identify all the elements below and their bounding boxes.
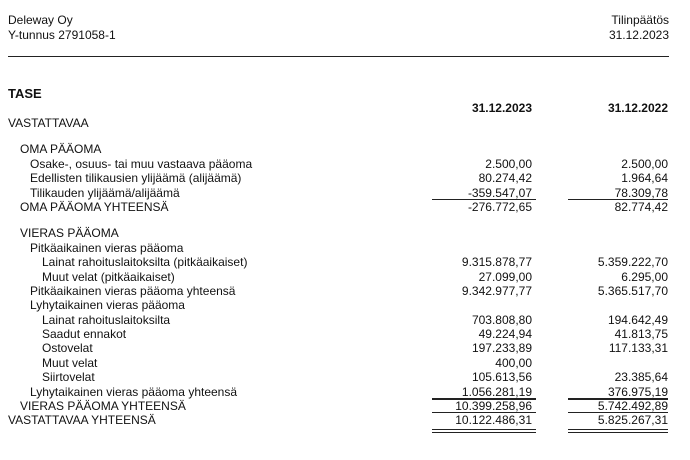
row-label: Muut velat (pitkäaikaiset): [42, 269, 175, 284]
value-2023: 27.099,00: [478, 269, 532, 284]
value-2023: 197.233,89: [471, 341, 532, 356]
table-row: [0, 341, 690, 355]
value-2023: 49.224,94: [478, 327, 532, 342]
table-row: [0, 313, 690, 327]
row-label: Ostovelat: [42, 341, 93, 356]
row-label: VIERAS PÄÄOMA: [20, 226, 119, 241]
value-2022: 78.309,78: [614, 185, 668, 200]
table-row: [0, 255, 690, 269]
document-info: [609, 13, 669, 43]
total-top-line: [568, 399, 668, 400]
value-2023: 80.274,42: [478, 171, 532, 186]
table-row: [0, 226, 690, 240]
table-row: [0, 284, 690, 298]
total-top-line: [432, 399, 536, 400]
table-row: [0, 385, 690, 399]
value-2022: 5.825.267,31: [597, 413, 668, 428]
row-label: Lainat rahoituslaitoksilta: [42, 312, 171, 327]
row-label: Lainat rahoituslaitoksilta (pitkäaikaiset): [42, 255, 248, 270]
double-underline: [432, 429, 536, 430]
header-divider: [8, 56, 669, 57]
table-row: [0, 413, 690, 427]
statement-title: TASE: [8, 86, 42, 101]
value-2023: 105.613,56: [471, 370, 532, 385]
value-2023: -276.772,65: [467, 199, 532, 214]
value-2023: 2.500,00: [485, 156, 532, 171]
value-2022: 2.500,00: [621, 156, 668, 171]
value-2023: 400,00: [495, 355, 532, 370]
double-underline: [568, 429, 668, 430]
row-label: OMA PÄÄOMA YHTEENSÄ: [20, 199, 169, 214]
balance-sheet-table: [0, 116, 690, 428]
table-row: [0, 157, 690, 171]
value-2022: 1.964,64: [621, 171, 668, 186]
row-label: Muut velat: [42, 355, 98, 370]
document-date: 31.12.2023: [608, 28, 669, 42]
row-label: VASTATTAVAA YHTEENSÄ: [8, 413, 156, 428]
business-id: Y-tunnus 2791058-1: [8, 28, 116, 42]
value-2023: 1.056.281,19: [461, 384, 532, 399]
value-2022: 194.642,49: [607, 312, 668, 327]
row-label: VASTATTAVAA: [8, 116, 89, 130]
company-block: [8, 13, 116, 43]
row-label: Osake-, osuus- tai muu vastaava pääoma: [30, 156, 253, 171]
table-row: [0, 116, 690, 130]
value-2022: 41.813,75: [614, 327, 668, 342]
table-row: [0, 200, 690, 214]
table-row: [0, 142, 690, 156]
value-2022: 376.975,19: [607, 384, 668, 399]
row-label: Tilikauden ylijäämä/alijäämä: [30, 185, 180, 200]
row-label: Edellisten tilikausien ylijäämä (alijäämä): [30, 171, 242, 186]
table-row: [0, 298, 690, 312]
value-2022: 23.385,64: [614, 370, 668, 385]
value-2022: 5.365.517,70: [597, 283, 668, 298]
row-label: Pitkäaikainen vieras pääoma: [30, 240, 184, 255]
row-label: OMA PÄÄOMA: [20, 142, 102, 157]
value-2023: 9.342.977,77: [461, 283, 532, 298]
table-row: [0, 171, 690, 185]
row-label: Siirtovelat: [42, 370, 95, 385]
table-row: [0, 270, 690, 284]
table-row: [0, 356, 690, 370]
value-2022: 117.133,31: [608, 341, 668, 356]
value-2022: 5.359.222,70: [597, 255, 668, 270]
table-row: [0, 241, 690, 255]
company-name: Deleway Oy: [8, 13, 73, 27]
row-label: VIERAS PÄÄOMA YHTEENSÄ: [20, 399, 186, 414]
table-row: [0, 370, 690, 384]
document-type: Tilinpäätös: [611, 13, 669, 27]
table-row: [0, 399, 690, 413]
double-underline: [432, 432, 536, 433]
row-label: Lyhytaikainen vieras pääoma yhteensä: [30, 384, 238, 399]
value-2022: 82.774,42: [614, 199, 668, 214]
value-2022: 6.295,00: [621, 269, 668, 284]
column-header-2023: 31.12.2023: [471, 101, 532, 115]
row-label: Saadut ennakot: [42, 327, 127, 342]
value-2023: 703.808,80: [471, 312, 532, 327]
table-row: [0, 327, 690, 341]
value-2023: -359.547,07: [467, 185, 532, 200]
column-header-2022: 31.12.2022: [607, 101, 668, 115]
table-row: [0, 186, 690, 200]
row-label: Pitkäaikainen vieras pääoma yhteensä: [30, 283, 236, 298]
value-2023: 10.122.486,31: [455, 413, 532, 428]
double-underline: [568, 432, 668, 433]
value-2023: 10.399.258,96: [455, 399, 532, 414]
value-2023: 9.315.878,77: [461, 255, 532, 270]
row-label: Lyhytaikainen vieras pääoma: [30, 298, 185, 313]
value-2022: 5.742.492,89: [597, 399, 668, 414]
